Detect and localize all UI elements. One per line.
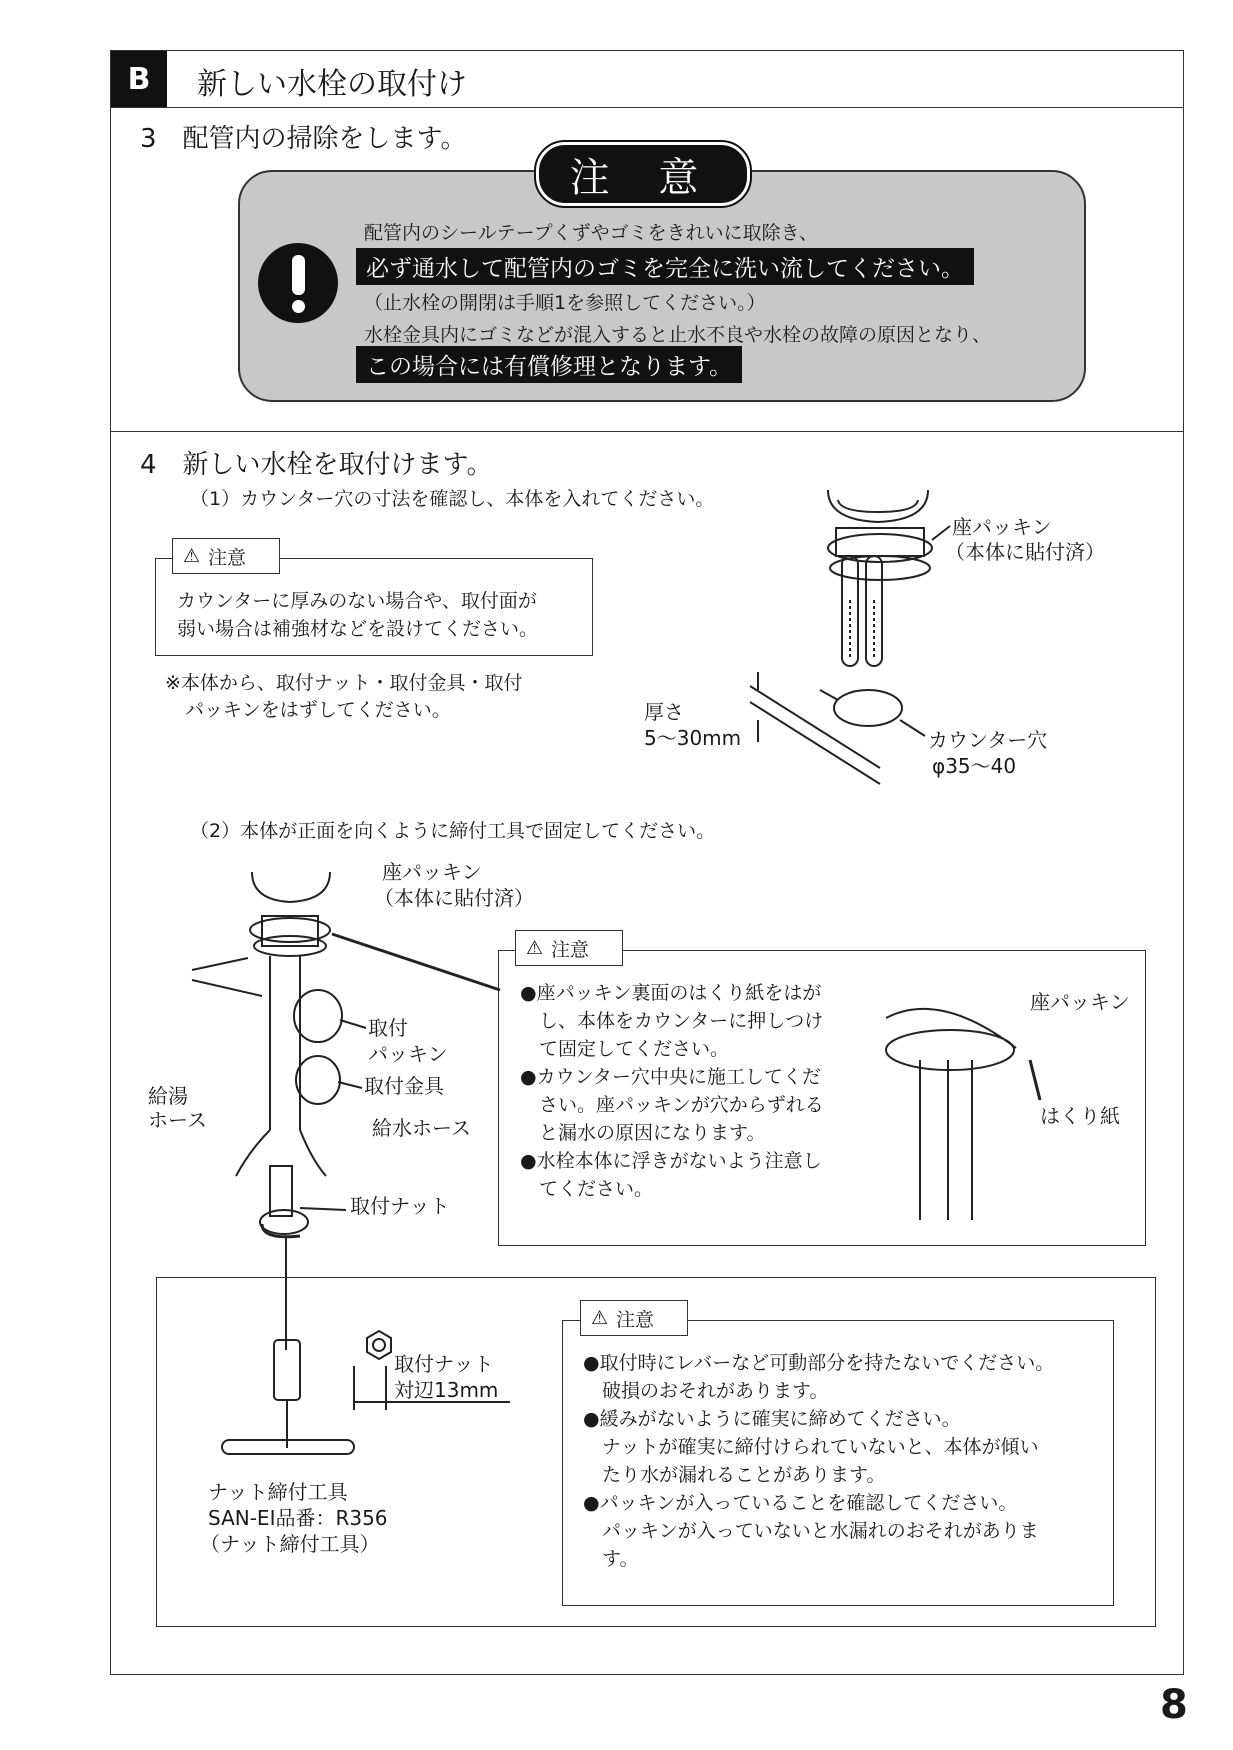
caution3-label: 注意 [616, 1308, 655, 1331]
fig1-thickness-label: 厚さ [644, 700, 684, 724]
caution2-release-paper-label: はくり紙 [1040, 1104, 1120, 1128]
tool-nut-label: 取付ナット [394, 1352, 494, 1376]
caution2-b1b: し、本体をカウンターに押しつけ [520, 1010, 824, 1032]
tool-model: SAN-EI品番：R356 [208, 1506, 388, 1530]
caution1-label: 注意 [208, 546, 247, 569]
caution3-b3b: パッキンが入っていないと水漏れのおそれがありま [583, 1520, 1039, 1542]
warning-exclamation-icon [258, 243, 338, 323]
caution-main-line5: この場合には有償修理となります。 [356, 346, 742, 383]
fig2-mount-bracket: 取付金具 [364, 1074, 444, 1098]
step4-title: 4 新しい水栓を取付けます。 [140, 450, 493, 480]
caution2-b3: ●水栓本体に浮きがないよう注意し [520, 1150, 822, 1172]
step3-title: 3 配管内の掃除をします。 [140, 124, 467, 154]
warning-triangle-icon: ⚠ [591, 1307, 609, 1329]
caution1-line1: カウンターに厚みのない場合や、取付面が [177, 590, 537, 612]
step4-sub2: （2）本体が正面を向くように締付工具で固定してください。 [190, 820, 716, 842]
caution2-tag [515, 930, 623, 966]
fig1-hole-diameter: φ35～40 [932, 754, 1017, 778]
fig2-mount-packing-2: パッキン [368, 1042, 448, 1066]
caution2-b1: ●座パッキン裏面のはくり紙をはが [520, 982, 822, 1004]
fig1-attached-label: （本体に貼付済） [945, 540, 1105, 564]
fig1-thickness-range: 5～30mm [644, 726, 742, 750]
warning-triangle-icon: ⚠ [183, 545, 201, 567]
caution1-line2: 弱い場合は補強材などを設けてください。 [177, 618, 539, 640]
fig1-seat-packing-label: 座パッキン [952, 515, 1052, 539]
fig2-mount-nut: 取付ナット [350, 1194, 450, 1218]
caution-main-line3: （止水栓の開閉は手順1を参照してください。） [364, 292, 766, 314]
caution2-b2c: と漏水の原因になります。 [520, 1122, 766, 1144]
fig2-cold-hose: 給水ホース [372, 1116, 471, 1140]
caution-main-line1: 配管内のシールテープくずやゴミをきれいに取除き、 [364, 222, 818, 244]
caution2-b3b: てください。 [520, 1178, 654, 1200]
caution2-label: 注意 [551, 938, 590, 961]
page-number: 8 [1160, 1682, 1188, 1728]
caution2-b2: ●カウンター穴中央に施工してくだ [520, 1066, 821, 1088]
section-header [111, 51, 1183, 108]
fig2-seat-packing-label: 座パッキン [382, 860, 482, 884]
caution3-b2b: ナットが確実に締付けられていないと、本体が傾い [583, 1436, 1039, 1458]
caution-main-line2: 必ず通水して配管内のゴミを完全に洗い流してください。 [356, 248, 974, 285]
caution2-b1c: て固定してください。 [520, 1038, 730, 1060]
fig2-attached-label: （本体に貼付済） [374, 886, 534, 910]
step4-sub1: （1）カウンター穴の寸法を確認し、本体を入れてください。 [190, 488, 715, 510]
section-title: 新しい水栓の取付け [197, 67, 467, 102]
note1-line1: ※本体から、取付ナット・取付金具・取付 [165, 672, 523, 694]
caution3-b3: ●パッキンが入っていることを確認してください。 [583, 1492, 1018, 1514]
tool-name-paren: （ナット締付工具） [200, 1532, 380, 1556]
tool-name: ナット締付工具 [208, 1480, 348, 1504]
fig2-mount-packing-1: 取付 [368, 1016, 408, 1040]
fig1-counter-hole-label: カウンター穴 [928, 728, 1048, 752]
caution3-b3c: す。 [583, 1548, 639, 1570]
caution-main-line4: 水栓金具内にゴミなどが混入すると止水不良や水栓の故障の原因となり、 [364, 324, 992, 346]
caution3-b1b: 破損のおそれがあります。 [583, 1380, 829, 1402]
warning-triangle-icon: ⚠ [526, 937, 544, 959]
fig2-hot-hose-1: 給湯 [148, 1084, 188, 1108]
note1-line2: パッキンをはずしてください。 [185, 699, 451, 721]
section-badge: B [111, 51, 167, 107]
caution3-b1: ●取付時にレバーなど可動部分を持たないでください。 [583, 1352, 1055, 1374]
caution1-tag [172, 538, 280, 574]
tool-across-flats: 対辺13mm [394, 1378, 499, 1402]
caution2-b2b: さい。座パッキンが穴からずれる [520, 1094, 824, 1116]
caution3-b2: ●緩みがないように確実に締めてください。 [583, 1408, 961, 1430]
caution3-b2c: たり水が漏れることがあります。 [583, 1464, 886, 1486]
caution3-tag [580, 1300, 688, 1336]
fig2-hot-hose-2: ホース [148, 1108, 207, 1132]
step-divider [111, 431, 1183, 432]
caution2-seat-packing-label: 座パッキン [1030, 990, 1130, 1014]
caution-main-heading: 注 意 [536, 142, 750, 206]
